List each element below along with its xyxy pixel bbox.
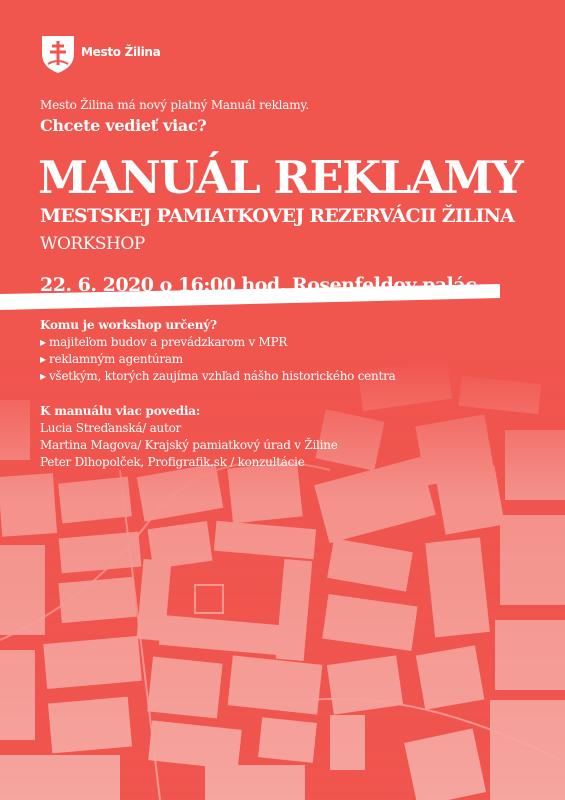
audience-item [40, 352, 183, 366]
audience-item-text: majiteľom budov a prevádzkarom v MPR [49, 335, 288, 349]
page-title: MANUÁL REKLAMY [38, 151, 523, 204]
bullet-triangle-icon: ▶ [40, 372, 46, 381]
city-name: Mesto Žilina [81, 45, 161, 59]
speaker-item: Lucia Streďanská/ autor [40, 421, 182, 435]
speaker-item: Peter Dlhopolček, Profigrafik.sk / konzultácie [40, 455, 305, 469]
bullet-triangle-icon: ▶ [40, 355, 46, 364]
city-coat-of-arms-icon [40, 34, 76, 74]
intro-text: Mesto Žilina má nový platný Manuál reklamy. [40, 98, 310, 112]
bullet-triangle-icon: ▶ [40, 338, 46, 347]
speaker-item: Martina Magova/ Krajský pamiatkový úrad v Žiline [40, 438, 338, 452]
question-heading: Chcete vedieť viac? [40, 116, 207, 135]
audience-item [40, 335, 287, 349]
page-subtitle: MESTSKEJ PAMIATKOVEJ REZERVÁCII ŽILINA [40, 205, 515, 227]
audience-item [40, 369, 395, 383]
audience-item-text: reklamným agentúram [49, 352, 183, 366]
city-logo[interactable] [40, 34, 161, 74]
audience-heading: Komu je workshop určený? [40, 318, 217, 332]
audience-item-text: všetkým, ktorých zaujíma vzhľad nášho historického centra [49, 369, 396, 383]
event-date-location: 22. 6. 2020 o 16:00 hod, Rosenfeldov palác [40, 274, 477, 296]
speakers-heading: K manuálu viac povedia: [40, 404, 201, 418]
event-type-label: WORKSHOP [40, 234, 145, 254]
